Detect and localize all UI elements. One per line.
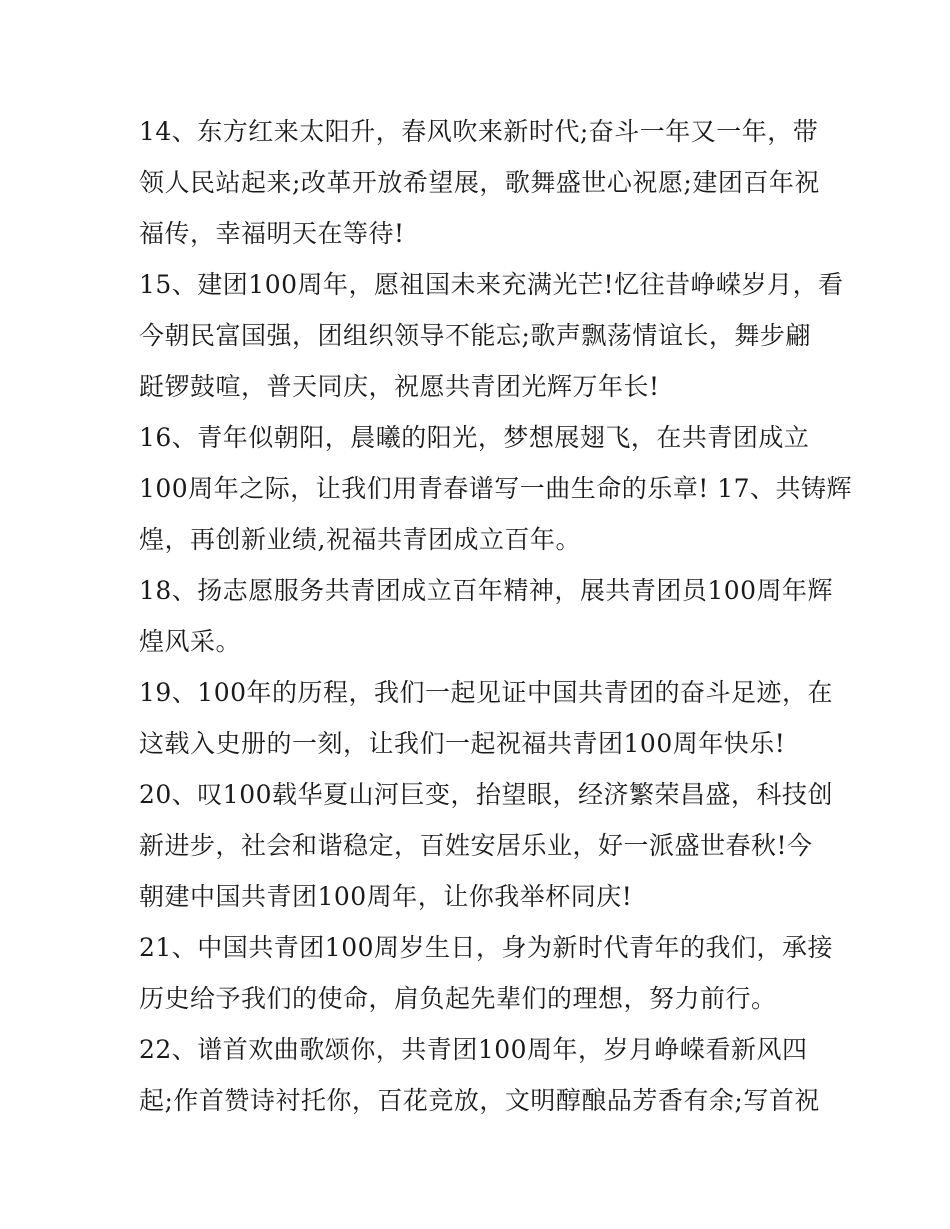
text-line: 新进步，社会和谐稳定，百姓安居乐业，好一派盛世春秋!今 xyxy=(139,831,813,860)
text-line: 20、叹100载华夏山河巨变，抬望眼，经济繁荣昌盛，科技创 xyxy=(139,780,834,809)
text-line: 领人民站起来;改革开放希望展，歌舞盛世心祝愿;建团百年祝 xyxy=(139,168,820,197)
text-line: 16、青年似朝阳，晨曦的阳光，梦想展翅飞，在共青团成立 xyxy=(139,423,810,452)
text-line: 100周年之际，让我们用青春谱写一曲生命的乐章! 17、共铸辉 xyxy=(139,474,853,503)
text-line: 起;作首赞诗衬托你，百花竞放，文明醇酿品芳香有余;写首祝 xyxy=(139,1086,820,1115)
document-body xyxy=(139,106,853,1126)
text-line: 14、东方红来太阳升，春风吹来新时代;奋斗一年又一年，带 xyxy=(139,117,819,146)
text-line: 今朝民富国强，团组织领导不能忘;歌声飘荡情谊长，舞步翩 xyxy=(139,321,811,350)
text-line: 这载入史册的一刻，让我们一起祝福共青团100周年快乐! xyxy=(139,729,786,758)
text-line: 跹锣鼓喧，普天同庆，祝愿共青团光辉万年长! xyxy=(139,372,660,401)
text-line: 历史给予我们的使命，肩负起先辈们的理想，努力前行。 xyxy=(139,984,777,1013)
text-line: 21、中国共青团100周岁生日，身为新时代青年的我们，承接 xyxy=(139,933,834,962)
text-line: 15、建团100周年，愿祖国未来充满光芒!忆往昔峥嵘岁月，看 xyxy=(139,270,844,299)
text-line: 22、谱首欢曲歌颂你，共青团100周年，岁月峥嵘看新风四 xyxy=(139,1035,808,1064)
text-line: 煌风采。 xyxy=(139,627,242,656)
text-line: 18、扬志愿服务共青团成立百年精神，展共青团员100周年辉 xyxy=(139,576,834,605)
text-line: 煌，再创新业绩,祝福共青团成立百年。 xyxy=(139,525,581,554)
text-line: 朝建中国共青团100周年，让你我举杯同庆! xyxy=(139,882,633,911)
text-line: 19、100年的历程，我们一起见证中国共青团的奋斗足迹，在 xyxy=(139,678,834,707)
text-line: 福传，幸福明天在等待! xyxy=(139,219,405,248)
